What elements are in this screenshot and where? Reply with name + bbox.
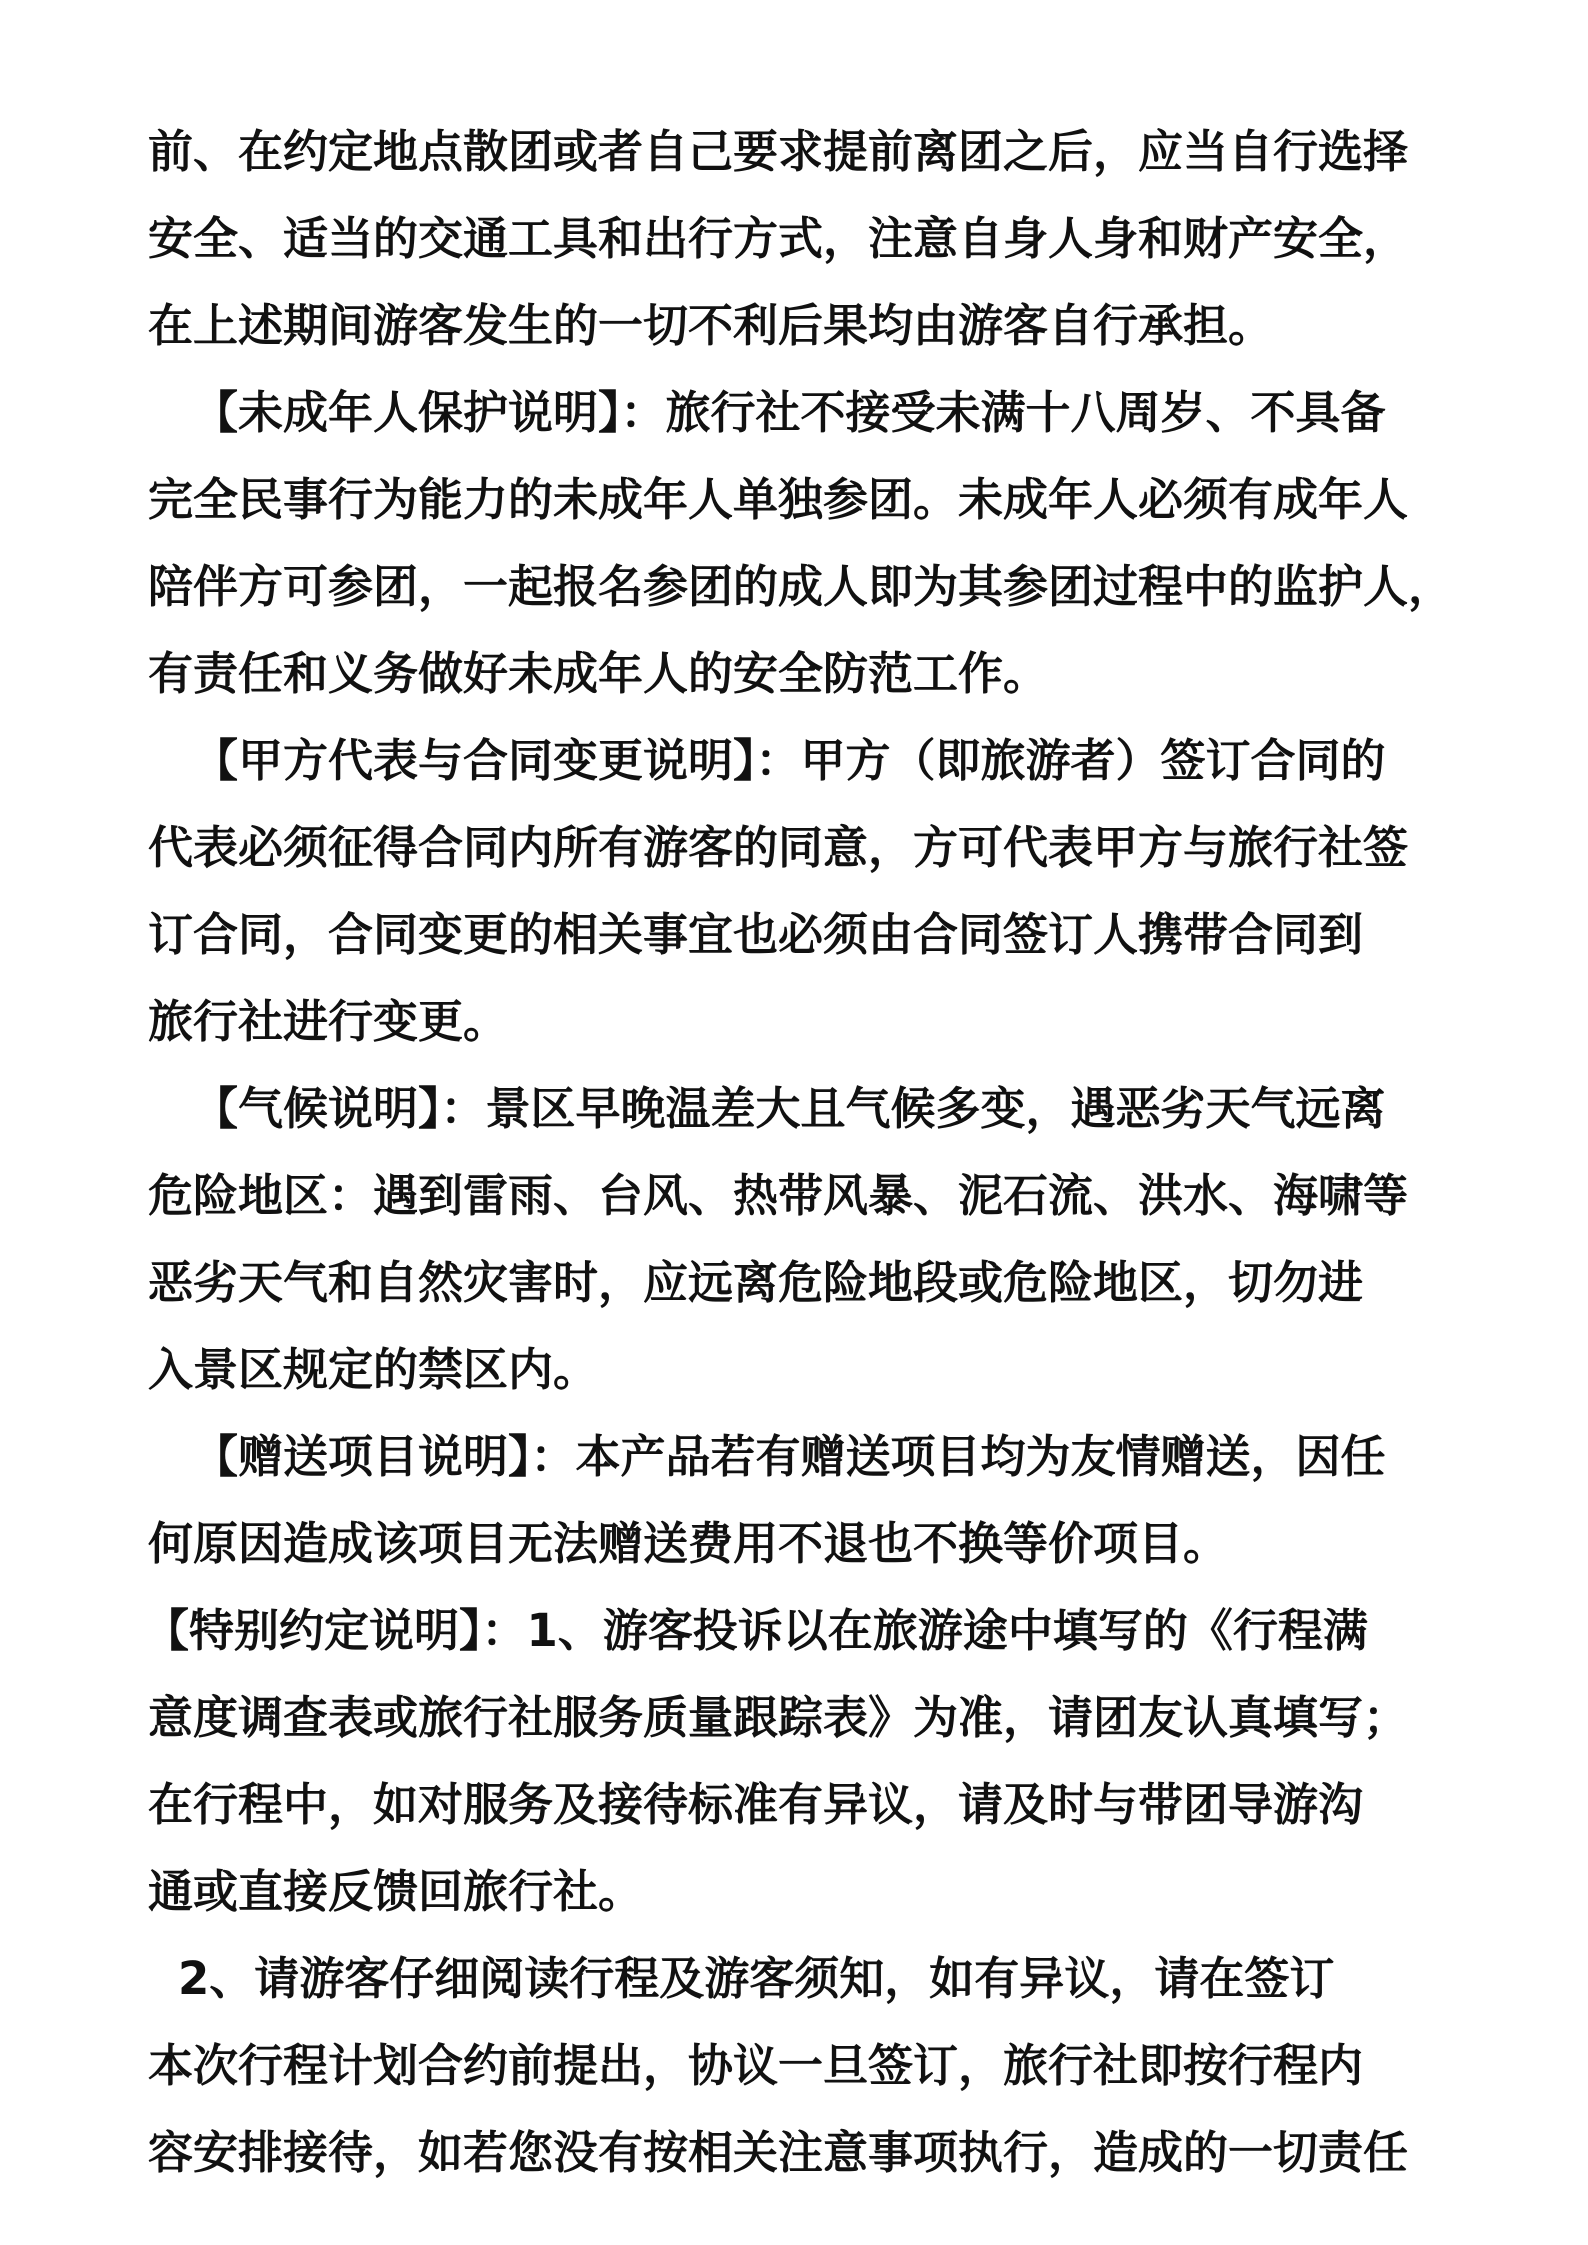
text-line: 通或直接反馈回旅行社。 [148, 1865, 644, 1918]
text-line: 旅行社进行变更。 [148, 995, 509, 1048]
text-line: 危险地区：遇到雷雨、台风、热带风暴、泥石流、洪水、海啸等 [148, 1169, 1409, 1222]
text-line: 入景区规定的禁区内。 [148, 1343, 599, 1396]
text-line: 陪伴方可参团，一起报名参团的成人即为其参团过程中的监护人， [148, 560, 1454, 613]
paragraph-contract-representative [148, 717, 1448, 1065]
paragraph-departure-safety [148, 108, 1448, 369]
section-heading-line: 【特别约定说明】：1、游客投诉以在旅游途中填写的《行程满 [144, 1604, 1368, 1657]
text-line: 安全、适当的交通工具和出行方式，注意自身人身和财产安全， [148, 212, 1409, 265]
text-line: 意度调查表或旅行社服务质量跟踪表》为准，请团友认真填写； [148, 1691, 1409, 1744]
text-line: 在行程中，如对服务及接待标准有异议，请及时与带团导游沟 [148, 1778, 1364, 1831]
text-line: 代表必须征得合同内所有游客的同意，方可代表甲方与旅行社签 [148, 821, 1409, 874]
paragraph-minor-protection [148, 369, 1454, 717]
section-heading-line: 【赠送项目说明】：本产品若有赠送项目均为友情赠送，因任 [193, 1430, 1386, 1483]
text-line: 完全民事行为能力的未成年人单独参团。未成年人必须有成年人 [148, 473, 1409, 526]
text-line: 在上述期间游客发生的一切不利后果均由游客自行承担。 [148, 299, 1274, 352]
paragraph-complimentary-items [148, 1413, 1448, 1587]
text-line: 订合同，合同变更的相关事宜也必须由合同签订人携带合同到 [148, 908, 1364, 961]
text-line: 恶劣天气和自然灾害时，应远离危险地段或危险地区，切勿进 [148, 1256, 1364, 1309]
text-line: 本次行程计划合约前提出，协议一旦签订，旅行社即按行程内 [148, 2039, 1364, 2092]
text-line: 容安排接待，如若您没有按相关注意事项执行，造成的一切责任 [148, 2126, 1409, 2179]
text-line: 何原因造成该项目无法赠送费用不退也不换等价项目。 [148, 1517, 1229, 1570]
section-heading-line: 【未成年人保护说明】：旅行社不接受未满十八周岁、不具备 [193, 386, 1386, 439]
document-body [144, 108, 1454, 2196]
paragraph-itinerary-notice [148, 1935, 1448, 2196]
section-heading-line: 【甲方代表与合同变更说明】：甲方（即旅游者）签订合同的 [193, 734, 1386, 787]
paragraph-special-agreement [144, 1587, 1448, 1935]
text-line: 有责任和义务做好未成年人的安全防范工作。 [148, 647, 1049, 700]
paragraph-climate [148, 1065, 1448, 1413]
section-heading-line: 【气候说明】：景区早晚温差大且气候多变，遇恶劣天气远离 [193, 1082, 1386, 1135]
numbered-item-line: 2、请游客仔细阅读行程及游客须知，如有异议，请在签订 [178, 1952, 1335, 2005]
text-line: 前、在约定地点散团或者自己要求提前离团之后，应当自行选择 [148, 125, 1409, 178]
